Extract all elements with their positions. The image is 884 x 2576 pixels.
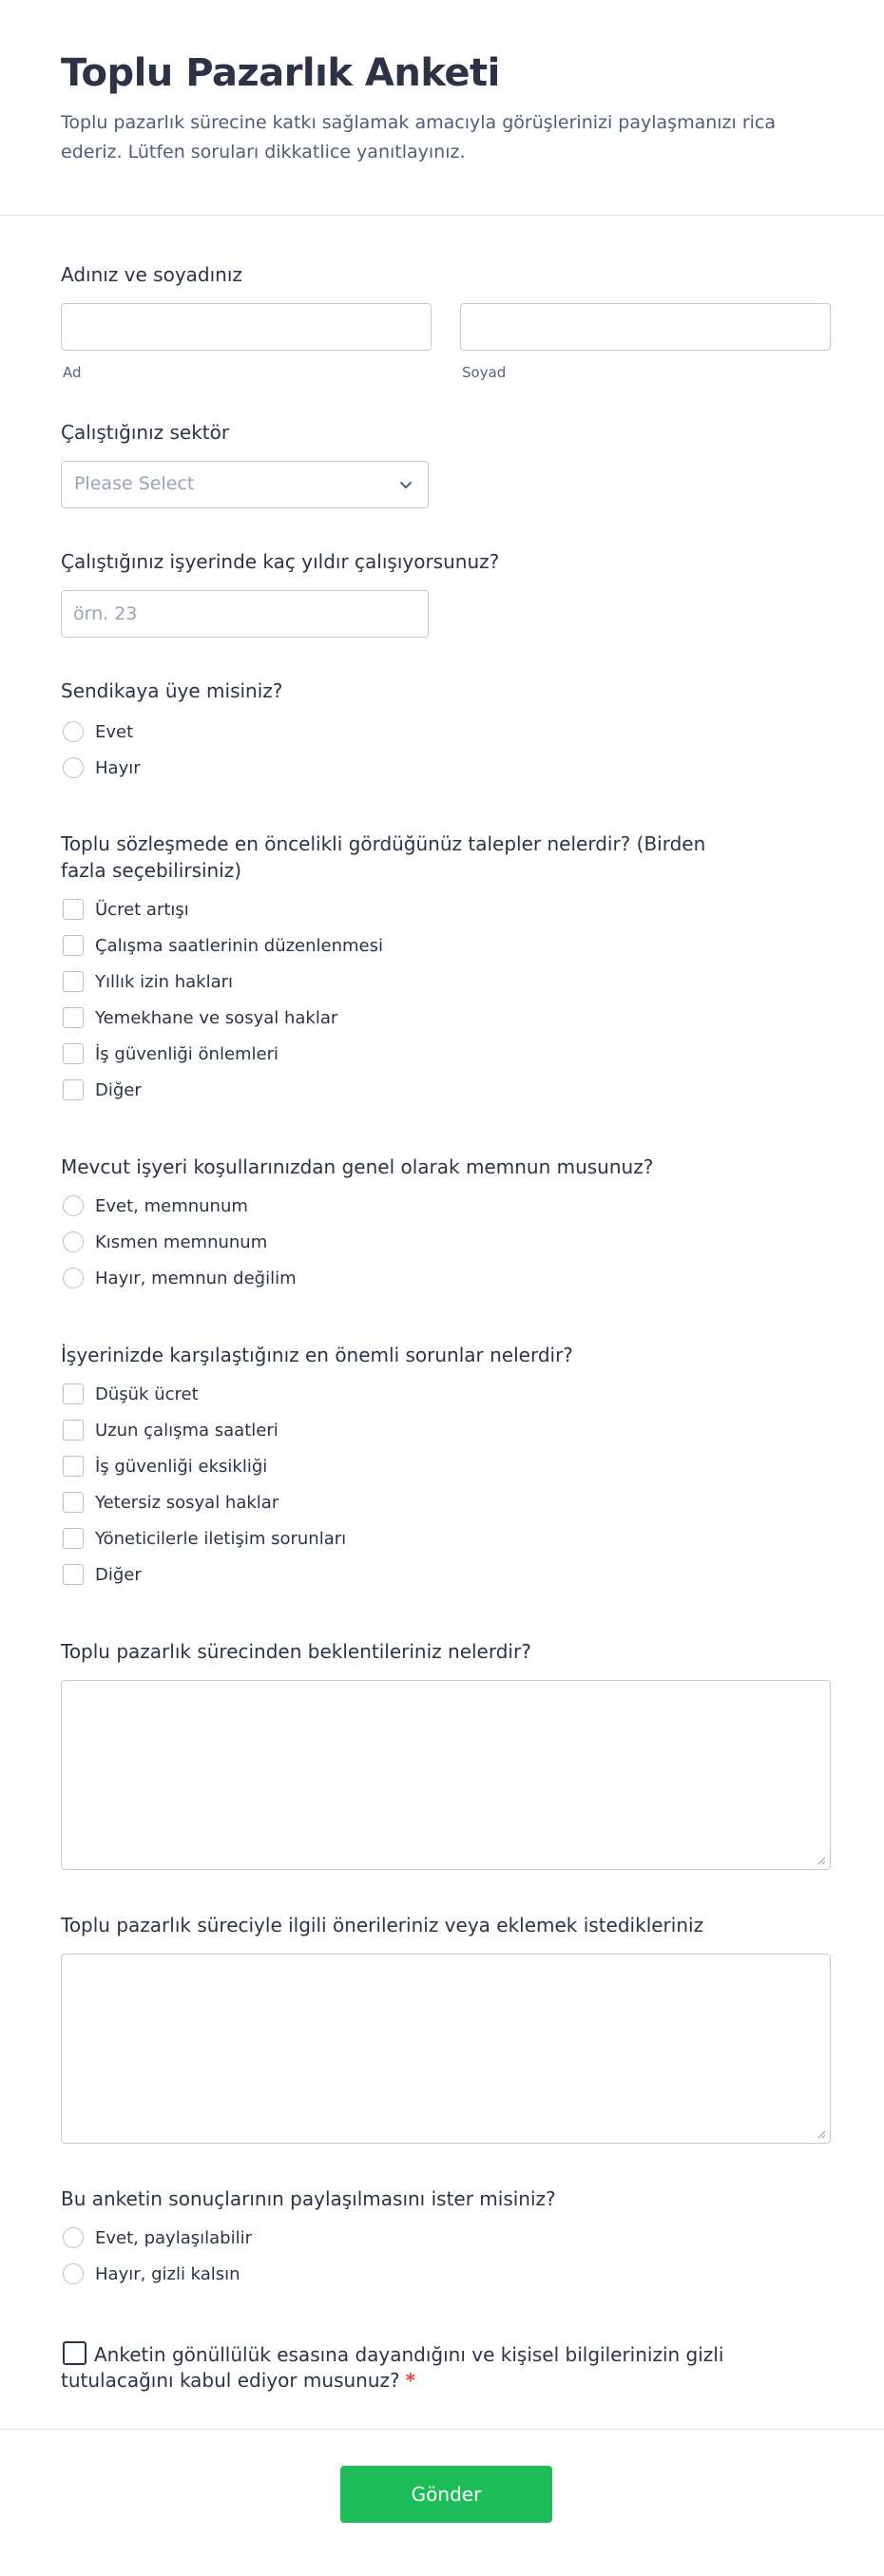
checkbox[interactable] bbox=[63, 899, 84, 920]
checkbox-option[interactable] bbox=[61, 964, 831, 1000]
priorities-label: Toplu sözleşmede en öncelikli gördüğünüz talepler nelerdir? (Birden fazla seçebilirsiniz) bbox=[61, 832, 706, 882]
sector-question bbox=[61, 381, 831, 508]
chevron-down-icon bbox=[397, 476, 414, 493]
radio-button[interactable] bbox=[63, 2227, 84, 2248]
checkbox-option[interactable] bbox=[61, 1556, 831, 1593]
sector-select[interactable] bbox=[61, 461, 429, 508]
form-header bbox=[0, 0, 884, 216]
consent-text: Anketin gönüllülük esasına dayandığını ve kişisel bilgilerinizin gizli tutulacağını kabul ediyor musunuz? bbox=[61, 2343, 724, 2392]
checkbox-option[interactable] bbox=[61, 1520, 831, 1556]
radio-option-label: Evet bbox=[95, 721, 134, 742]
page-title: Toplu Pazarlık Anketi bbox=[61, 51, 500, 95]
sector-label: Çalıştığınız sektör bbox=[61, 421, 230, 444]
checkbox[interactable] bbox=[63, 1420, 84, 1441]
checkbox-option-label: Yetersiz sosyal haklar bbox=[95, 1492, 279, 1513]
radio-option[interactable] bbox=[61, 750, 831, 786]
radio-option-label: Evet, paylaşılabilir bbox=[95, 2227, 252, 2248]
priorities-question bbox=[61, 786, 831, 1108]
years-input[interactable] bbox=[61, 590, 429, 638]
checkbox[interactable] bbox=[63, 1564, 84, 1585]
checkbox[interactable] bbox=[63, 1456, 84, 1477]
checkbox[interactable] bbox=[63, 1079, 84, 1100]
union-label: Sendikaya üye misiniz? bbox=[61, 679, 283, 702]
resize-grip-icon[interactable] bbox=[817, 2129, 826, 2139]
sector-select-placeholder: Please Select bbox=[74, 473, 195, 494]
radio-button[interactable] bbox=[63, 1195, 84, 1216]
radio-button[interactable] bbox=[63, 757, 84, 778]
checkbox-option[interactable] bbox=[61, 1072, 831, 1108]
page-subtitle: Toplu pazarlık sürecine katkı sağlamak amacıyla görüşlerinizi paylaşmanızı rica ederiz. Lütfen soruları dikkatlice yanıtlayınız. bbox=[61, 112, 777, 162]
checkbox-option[interactable] bbox=[61, 1036, 831, 1072]
checkbox-option-label: İş güvenliği eksikliği bbox=[95, 1456, 268, 1477]
consent-checkbox[interactable] bbox=[63, 2341, 86, 2365]
radio-button[interactable] bbox=[63, 721, 84, 742]
name-label: Adınız ve soyadınız bbox=[61, 263, 242, 286]
radio-option[interactable] bbox=[61, 1260, 831, 1296]
checkbox-option[interactable] bbox=[61, 927, 831, 964]
suggestions-textarea[interactable] bbox=[61, 1954, 831, 2144]
last-name-input[interactable] bbox=[460, 303, 831, 351]
resize-grip-icon[interactable] bbox=[817, 1856, 826, 1865]
checkbox-option-label: Diğer bbox=[95, 1079, 142, 1100]
last-name-sublabel: Soyad bbox=[462, 364, 507, 381]
checkbox-option-label: Çalışma saatlerinin düzenlenmesi bbox=[95, 935, 384, 956]
checkbox[interactable] bbox=[63, 1492, 84, 1513]
share-label: Bu anketin sonuçlarının paylaşılmasını ister misiniz? bbox=[61, 2187, 556, 2210]
expectations-question bbox=[61, 1593, 831, 1870]
submit-button[interactable]: Gönder bbox=[340, 2466, 552, 2523]
suggestions-label: Toplu pazarlık süreciyle ilgili önerileriniz veya eklemek istedikleriniz bbox=[61, 1914, 704, 1937]
checkbox-option[interactable] bbox=[61, 891, 831, 927]
name-question bbox=[61, 216, 831, 381]
required-asterisk: * bbox=[405, 2369, 416, 2392]
consent-question bbox=[61, 2292, 745, 2394]
checkbox-option-label: Yıllık izin hakları bbox=[95, 971, 234, 992]
years-question bbox=[61, 508, 831, 638]
first-name-input[interactable] bbox=[61, 303, 432, 351]
checkbox-option-label: Yöneticilerle iletişim sorunları bbox=[95, 1528, 347, 1549]
checkbox-option[interactable] bbox=[61, 1448, 831, 1484]
first-name-sublabel: Ad bbox=[63, 364, 82, 381]
radio-option[interactable] bbox=[61, 2220, 831, 2256]
checkbox-option[interactable] bbox=[61, 1484, 831, 1520]
checkbox[interactable] bbox=[63, 1043, 84, 1064]
checkbox-option[interactable] bbox=[61, 1412, 831, 1448]
expectations-label: Toplu pazarlık sürecinden beklentileriniz nelerdir? bbox=[61, 1640, 531, 1663]
radio-option-label: Evet, memnunum bbox=[95, 1195, 248, 1216]
satisfaction-label: Mevcut işyeri koşullarınızdan genel olarak memnun musunuz? bbox=[61, 1155, 654, 1178]
checkbox[interactable] bbox=[63, 1383, 84, 1404]
consent-label[interactable] bbox=[61, 2341, 745, 2394]
problems-label: İşyerinizde karşılaştığınız en önemli sorunlar nelerdir? bbox=[61, 1344, 573, 1366]
checkbox-option-label: Düşük ücret bbox=[95, 1383, 199, 1404]
checkbox-option-label: Diğer bbox=[95, 1564, 142, 1585]
union-question bbox=[61, 638, 831, 786]
checkbox[interactable] bbox=[63, 1007, 84, 1028]
radio-option-label: Hayır bbox=[95, 757, 141, 778]
checkbox-option[interactable] bbox=[61, 1376, 831, 1412]
problems-question bbox=[61, 1296, 831, 1593]
radio-option[interactable] bbox=[61, 2256, 831, 2292]
checkbox[interactable] bbox=[63, 971, 84, 992]
suggestions-question bbox=[61, 1870, 831, 2144]
radio-option-label: Hayır, gizli kalsın bbox=[95, 2263, 240, 2284]
satisfaction-question bbox=[61, 1108, 831, 1296]
form-body bbox=[0, 216, 884, 2394]
checkbox-option-label: İş güvenliği önlemleri bbox=[95, 1043, 279, 1064]
radio-option[interactable] bbox=[61, 1188, 831, 1224]
checkbox[interactable] bbox=[63, 935, 84, 956]
radio-option-label: Hayır, memnun değilim bbox=[95, 1268, 297, 1288]
checkbox[interactable] bbox=[63, 1528, 84, 1549]
share-question bbox=[61, 2144, 831, 2292]
checkbox-option-label: Uzun çalışma saatleri bbox=[95, 1420, 279, 1441]
radio-option[interactable] bbox=[61, 1224, 831, 1260]
checkbox-option[interactable] bbox=[61, 1000, 831, 1036]
years-label: Çalıştığınız işyerinde kaç yıldır çalışıyorsunuz? bbox=[61, 550, 500, 573]
checkbox-option-label: Yemekhane ve sosyal haklar bbox=[95, 1007, 338, 1028]
checkbox-option-label: Ücret artışı bbox=[95, 899, 189, 920]
radio-button[interactable] bbox=[63, 1231, 84, 1252]
radio-option[interactable] bbox=[61, 714, 831, 750]
radio-button[interactable] bbox=[63, 2263, 84, 2284]
expectations-textarea[interactable] bbox=[61, 1680, 831, 1870]
radio-button[interactable] bbox=[63, 1268, 84, 1288]
form-footer bbox=[0, 2429, 884, 2576]
radio-option-label: Kısmen memnunum bbox=[95, 1231, 268, 1252]
